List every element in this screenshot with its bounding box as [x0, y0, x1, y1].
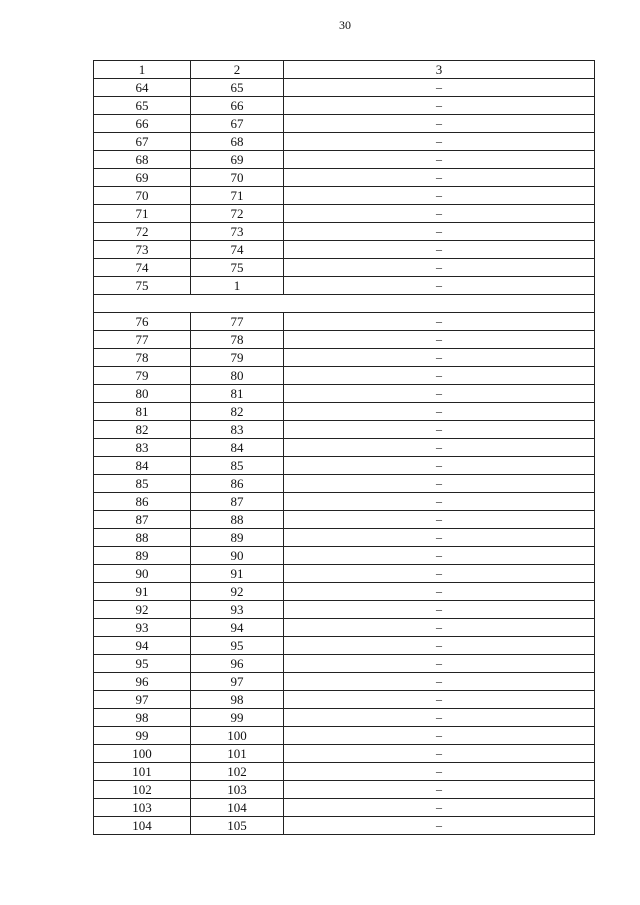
table-section-1	[94, 79, 595, 295]
table-cell-col-1: 81	[94, 403, 191, 421]
table-cell-col-2: 66	[191, 97, 284, 115]
table-cell-col-1: 79	[94, 367, 191, 385]
table-row	[94, 349, 595, 367]
table-cell-col-3: –	[284, 781, 595, 799]
table-row	[94, 799, 595, 817]
table-cell-col-3: –	[284, 529, 595, 547]
table-cell-col-2: 1	[191, 277, 284, 295]
table-cell-col-3: –	[284, 493, 595, 511]
table-cell-col-1: 67	[94, 133, 191, 151]
table-cell-col-3: –	[284, 673, 595, 691]
table-cell-col-3: –	[284, 133, 595, 151]
table-cell-col-3: –	[284, 223, 595, 241]
table-cell-col-2: 79	[191, 349, 284, 367]
table-cell-col-1: 101	[94, 763, 191, 781]
table-cell-col-1: 96	[94, 673, 191, 691]
table-cell-col-1: 71	[94, 205, 191, 223]
table-cell-col-3: –	[284, 331, 595, 349]
section-separator-row	[94, 295, 595, 313]
table-row	[94, 727, 595, 745]
table-cell-col-2: 85	[191, 457, 284, 475]
table-cell-col-1: 77	[94, 331, 191, 349]
table-row	[94, 457, 595, 475]
table-cell-col-3: –	[284, 655, 595, 673]
table-cell-col-2: 68	[191, 133, 284, 151]
table-cell-col-2: 90	[191, 547, 284, 565]
table-cell-col-3: –	[284, 745, 595, 763]
table-row	[94, 313, 595, 331]
table-cell-col-2: 84	[191, 439, 284, 457]
table-cell-col-2: 81	[191, 385, 284, 403]
data-table	[93, 60, 595, 835]
table-cell-col-2: 93	[191, 601, 284, 619]
table-cell-col-3: –	[284, 619, 595, 637]
table-cell-col-2: 100	[191, 727, 284, 745]
table-row	[94, 475, 595, 493]
table-row	[94, 601, 595, 619]
table-row	[94, 745, 595, 763]
table-cell-col-2: 83	[191, 421, 284, 439]
table-row	[94, 529, 595, 547]
table-row	[94, 691, 595, 709]
table-cell-col-1: 83	[94, 439, 191, 457]
table-cell-col-3: –	[284, 691, 595, 709]
table-cell-col-3: –	[284, 565, 595, 583]
table-cell-col-2: 77	[191, 313, 284, 331]
table-cell-col-2: 96	[191, 655, 284, 673]
table-section-gap	[94, 295, 595, 313]
table-cell-col-1: 99	[94, 727, 191, 745]
column-header-2: 2	[191, 61, 284, 79]
table-cell-col-1: 84	[94, 457, 191, 475]
table-row	[94, 673, 595, 691]
table-cell-col-1: 66	[94, 115, 191, 133]
table-row	[94, 655, 595, 673]
table-row	[94, 367, 595, 385]
table-cell-col-2: 104	[191, 799, 284, 817]
table-cell-col-2: 82	[191, 403, 284, 421]
table-cell-col-1: 75	[94, 277, 191, 295]
table-cell-col-3: –	[284, 583, 595, 601]
table-row	[94, 781, 595, 799]
table-cell-col-1: 89	[94, 547, 191, 565]
table-row	[94, 385, 595, 403]
table-cell-col-1: 78	[94, 349, 191, 367]
table-cell-col-3: –	[284, 241, 595, 259]
table-cell-col-3: –	[284, 601, 595, 619]
table-cell-col-2: 101	[191, 745, 284, 763]
table-cell-col-3: –	[284, 421, 595, 439]
table-row	[94, 547, 595, 565]
table-section-2	[94, 313, 595, 835]
table-cell-col-3: –	[284, 475, 595, 493]
table-row	[94, 403, 595, 421]
table-row	[94, 439, 595, 457]
table-cell-col-2: 97	[191, 673, 284, 691]
table-row	[94, 187, 595, 205]
table-cell-col-1: 69	[94, 169, 191, 187]
table-row	[94, 151, 595, 169]
table-row	[94, 169, 595, 187]
section-separator-cell	[94, 295, 595, 313]
table-cell-col-3: –	[284, 169, 595, 187]
table-cell-col-1: 73	[94, 241, 191, 259]
table-row	[94, 97, 595, 115]
table-cell-col-2: 86	[191, 475, 284, 493]
table-cell-col-3: –	[284, 817, 595, 835]
table-cell-col-2: 105	[191, 817, 284, 835]
table-row	[94, 619, 595, 637]
table-cell-col-2: 73	[191, 223, 284, 241]
table-cell-col-2: 65	[191, 79, 284, 97]
table-cell-col-2: 67	[191, 115, 284, 133]
table-cell-col-2: 87	[191, 493, 284, 511]
table-cell-col-3: –	[284, 277, 595, 295]
table-cell-col-1: 92	[94, 601, 191, 619]
table-cell-col-3: –	[284, 367, 595, 385]
table-cell-col-2: 95	[191, 637, 284, 655]
table-row	[94, 637, 595, 655]
table-cell-col-2: 99	[191, 709, 284, 727]
table-cell-col-1: 104	[94, 817, 191, 835]
table-header-row	[94, 61, 595, 79]
table-cell-col-2: 71	[191, 187, 284, 205]
table-cell-col-1: 100	[94, 745, 191, 763]
table-row	[94, 133, 595, 151]
table-cell-col-2: 98	[191, 691, 284, 709]
column-header-3: 3	[284, 61, 595, 79]
table-cell-col-2: 78	[191, 331, 284, 349]
table-row	[94, 223, 595, 241]
table-cell-col-1: 80	[94, 385, 191, 403]
table-row	[94, 817, 595, 835]
table-cell-col-1: 65	[94, 97, 191, 115]
table-cell-col-1: 64	[94, 79, 191, 97]
table-cell-col-3: –	[284, 115, 595, 133]
table-row	[94, 763, 595, 781]
page-number: 30	[339, 18, 351, 32]
table-cell-col-1: 86	[94, 493, 191, 511]
table-row	[94, 205, 595, 223]
table-cell-col-2: 94	[191, 619, 284, 637]
table-row	[94, 331, 595, 349]
table-cell-col-1: 93	[94, 619, 191, 637]
table-cell-col-3: –	[284, 151, 595, 169]
table-row	[94, 241, 595, 259]
table-cell-col-3: –	[284, 79, 595, 97]
table-cell-col-3: –	[284, 259, 595, 277]
table-cell-col-2: 89	[191, 529, 284, 547]
table-cell-col-1: 94	[94, 637, 191, 655]
table-cell-col-3: –	[284, 403, 595, 421]
table-cell-col-2: 102	[191, 763, 284, 781]
table-cell-col-3: –	[284, 439, 595, 457]
table-cell-col-1: 91	[94, 583, 191, 601]
table-cell-col-1: 72	[94, 223, 191, 241]
table-cell-col-1: 82	[94, 421, 191, 439]
table-row	[94, 79, 595, 97]
column-header-1: 1	[94, 61, 191, 79]
table-cell-col-1: 97	[94, 691, 191, 709]
table-cell-col-1: 98	[94, 709, 191, 727]
table-cell-col-2: 69	[191, 151, 284, 169]
table-row	[94, 115, 595, 133]
table-cell-col-2: 74	[191, 241, 284, 259]
table-cell-col-3: –	[284, 457, 595, 475]
table-cell-col-3: –	[284, 547, 595, 565]
table-row	[94, 493, 595, 511]
table-cell-col-3: –	[284, 205, 595, 223]
table-cell-col-2: 88	[191, 511, 284, 529]
table-cell-col-3: –	[284, 97, 595, 115]
table-cell-col-2: 80	[191, 367, 284, 385]
table-cell-col-2: 91	[191, 565, 284, 583]
table-cell-col-3: –	[284, 385, 595, 403]
table-cell-col-1: 90	[94, 565, 191, 583]
table-cell-col-1: 103	[94, 799, 191, 817]
table-cell-col-3: –	[284, 763, 595, 781]
table-cell-col-1: 95	[94, 655, 191, 673]
table-cell-col-3: –	[284, 349, 595, 367]
table-cell-col-3: –	[284, 799, 595, 817]
table-cell-col-3: –	[284, 637, 595, 655]
table-row	[94, 709, 595, 727]
table-cell-col-3: –	[284, 727, 595, 745]
table-cell-col-1: 88	[94, 529, 191, 547]
table-cell-col-2: 70	[191, 169, 284, 187]
table-cell-col-3: –	[284, 187, 595, 205]
table-row	[94, 277, 595, 295]
table-cell-col-1: 87	[94, 511, 191, 529]
table-cell-col-2: 92	[191, 583, 284, 601]
table-row	[94, 421, 595, 439]
table-row	[94, 259, 595, 277]
table-cell-col-1: 102	[94, 781, 191, 799]
table-cell-col-1: 74	[94, 259, 191, 277]
table-cell-col-2: 72	[191, 205, 284, 223]
table-row	[94, 583, 595, 601]
table-cell-col-1: 68	[94, 151, 191, 169]
table-cell-col-3: –	[284, 511, 595, 529]
table-cell-col-1: 76	[94, 313, 191, 331]
table-cell-col-1: 70	[94, 187, 191, 205]
table-cell-col-3: –	[284, 709, 595, 727]
table-cell-col-2: 75	[191, 259, 284, 277]
table-cell-col-1: 85	[94, 475, 191, 493]
table-row	[94, 511, 595, 529]
table-cell-col-2: 103	[191, 781, 284, 799]
table-row	[94, 565, 595, 583]
table-cell-col-3: –	[284, 313, 595, 331]
